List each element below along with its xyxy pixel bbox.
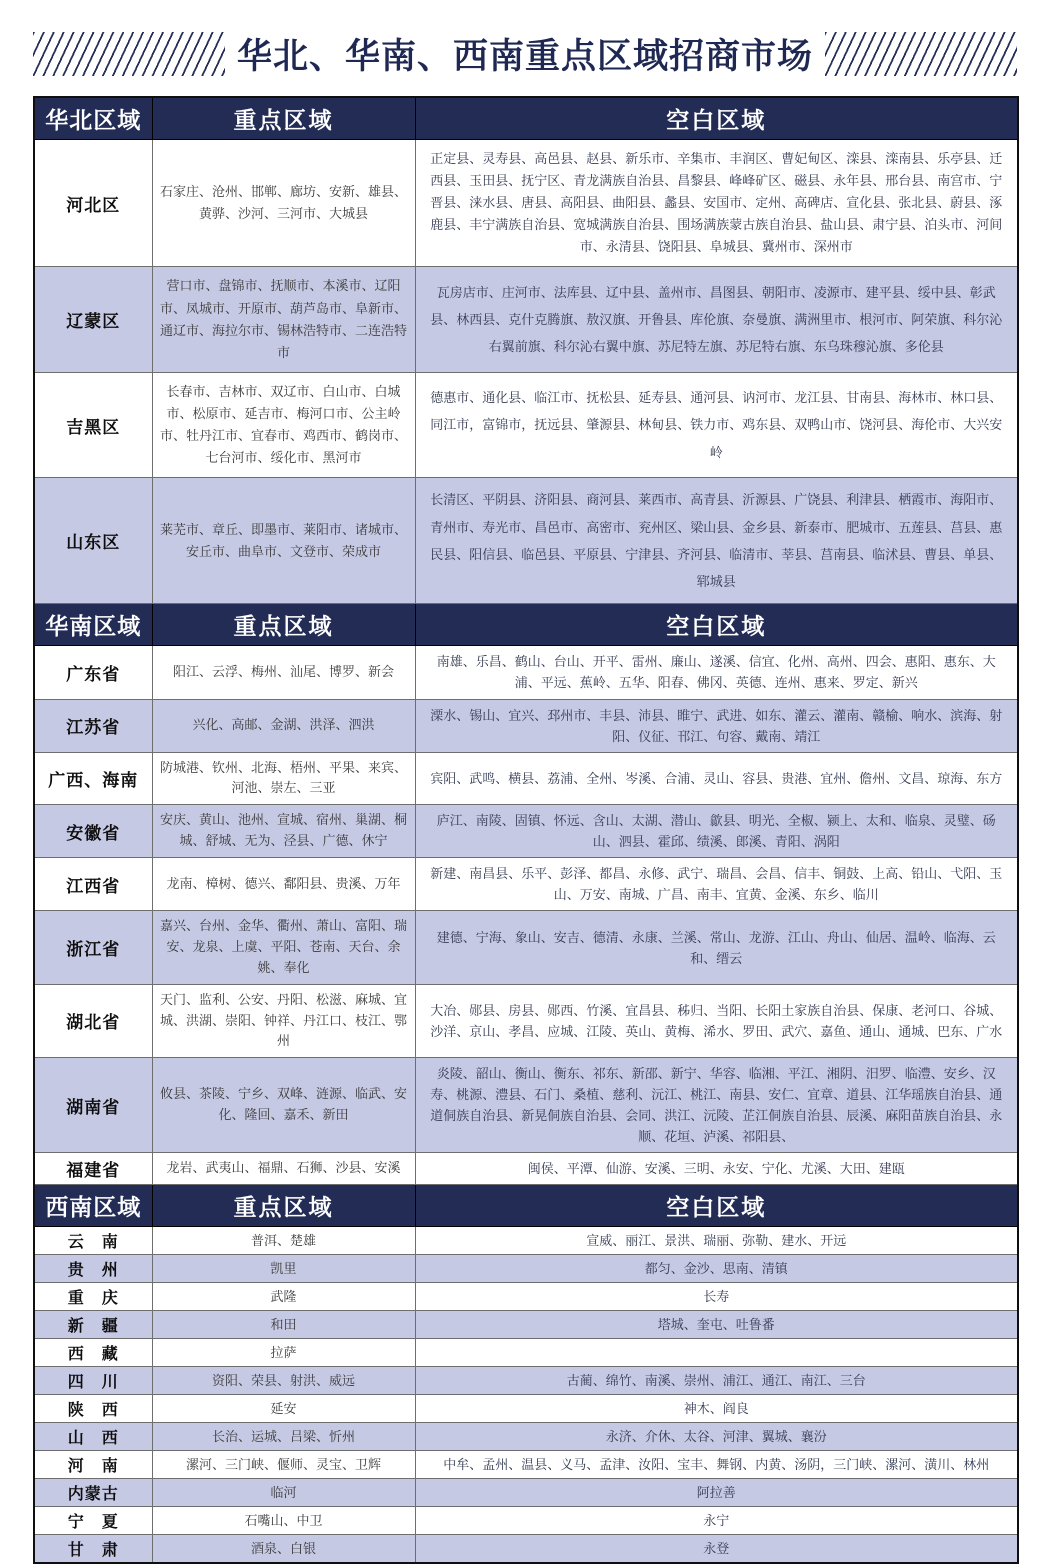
key-regions-cell: 拉萨 [152,1339,415,1367]
key-regions-cell: 漯河、三门峡、偃师、灵宝、卫辉 [152,1451,415,1479]
blank-regions-cell: 阿拉善 [415,1479,1018,1507]
key-regions-cell: 防城港、钦州、北海、梧州、平果、来宾、河池、崇左、三亚 [152,752,415,805]
table-row [34,1451,1018,1479]
key-regions-cell: 龙岩、武夷山、福鼎、石狮、沙县、安溪 [152,1153,415,1185]
blank-regions-cell: 塔城、奎屯、吐鲁番 [415,1311,1018,1339]
hatch-stripes-left-icon [33,32,225,76]
blank-regions-cell: 德惠市、通化县、临江市、抚松县、延寿县、通河县、讷河市、龙江县、甘南县、海林市、林口县、同江市，富锦市，抚远县、肇源县、林甸县、铁力市、鸡东县、双鸭山市、饶河县、海伦市、大兴安岭 [415,372,1018,477]
table-row [34,1479,1018,1507]
region-label-cell: 河 南 [34,1451,152,1479]
table-row [34,1227,1018,1255]
key-regions-cell: 延安 [152,1395,415,1423]
page-title: 华北、华南、西南重点区域招商市场 [237,37,814,76]
table-row [34,858,1018,911]
region-label-cell: 山东区 [34,478,152,604]
table-row [34,805,1018,858]
region-label-cell: 山 西 [34,1423,152,1451]
blank-regions-cell: 正定县、灵寿县、高邑县、赵县、新乐市、辛集市、丰润区、曹妃甸区、滦县、滦南县、乐亭县、迁西县、玉田县、抚宁区、青龙满族自治县、昌黎县、峰峰矿区、磁县、永年县、邢台县、南宫市、宁晋县、涞水县、唐县、高阳县、曲阳县、蠡县、安国市、定州、高碑店、宣化县、张北县、蔚县、涿鹿县、丰宁满族自治县、宽城满族自治县、围场满族蒙古族自治县、盐山县、肃宁县、泊头市、河间市、永清县、饶阳县、阜城县、冀州市、深州市 [415,140,1018,267]
key-regions-cell: 凯里 [152,1255,415,1283]
region-label-cell: 福建省 [34,1153,152,1185]
market-table [33,96,1019,1564]
table-row [34,646,1018,699]
title-bar [33,26,1017,82]
region-label-cell: 广东省 [34,646,152,699]
table-row [34,1367,1018,1395]
blank-regions-cell: 都匀、金沙、思南、清镇 [415,1255,1018,1283]
blank-regions-cell: 长清区、平阴县、济阳县、商河县、莱西市、高青县、沂源县、广饶县、利津县、栖霞市、海阳市、青州市、寿光市、昌邑市、高密市、兖州区、梁山县、金乡县、新泰市、肥城市、五莲县、莒县、惠民县、阳信县、临邑县、平原县、宁津县、齐河县、临清市、莘县、莒南县、临沭县、曹县、单县、郓城县 [415,478,1018,604]
region-label-cell: 新 疆 [34,1311,152,1339]
region-label-cell: 湖南省 [34,1058,152,1153]
table-row [34,372,1018,477]
blank-regions-cell: 宾阳、武鸣、横县、荔浦、全州、岑溪、合浦、灵山、容县、贵港、宜州、儋州、文昌、琼海、东方 [415,752,1018,805]
table-row [34,1395,1018,1423]
table-row [34,1535,1018,1564]
region-label-cell: 湖北省 [34,984,152,1057]
column-header-key: 重点区域 [152,604,415,646]
blank-regions-cell: 闽侯、平潭、仙游、安溪、三明、永安、宁化、尤溪、大田、建瓯 [415,1153,1018,1185]
table-row [34,1339,1018,1367]
table-row [34,267,1018,372]
blank-regions-cell: 大冶、郧县、房县、郧西、竹溪、宜昌县、秭归、当阳、长阳土家族自治县、保康、老河口、谷城、沙洋、京山、孝昌、应城、江陵、英山、黄梅、浠水、罗田、武穴、嘉鱼、通山、通城、巴东、广水 [415,984,1018,1057]
blank-regions-cell: 建德、宁海、象山、安吉、德清、永康、兰溪、常山、龙游、江山、舟山、仙居、温岭、临海、云和、缙云 [415,911,1018,984]
blank-regions-cell: 瓦房店市、庄河市、法库县、辽中县、盖州市、昌图县、朝阳市、凌源市、建平县、绥中县、彰武县、林西县、克什克腾旗、敖汉旗、开鲁县、库伦旗、奈曼旗、满洲里市、根河市、阿荣旗、科尔沁右翼前旗、科尔沁右翼中旗、苏尼特左旗、苏尼特右旗、东乌珠穆沁旗、多伦县 [415,267,1018,372]
key-regions-cell: 普洱、楚雄 [152,1227,415,1255]
table-row [34,984,1018,1057]
table-row [34,140,1018,267]
blank-regions-cell: 永济、介休、太谷、河津、翼城、襄汾 [415,1423,1018,1451]
table-row [34,1283,1018,1311]
region-label-cell: 河北区 [34,140,152,267]
blank-regions-cell: 新建、南昌县、乐平、彭泽、都昌、永修、武宁、瑞昌、会昌、信丰、铜鼓、上高、铅山、弋阳、玉山、万安、南城、广昌、南丰、宜黄、金溪、东乡、临川 [415,858,1018,911]
section-name-label: 西南区域 [34,1185,152,1227]
table-row [34,1255,1018,1283]
blank-regions-cell: 长寿 [415,1283,1018,1311]
region-label-cell: 陕 西 [34,1395,152,1423]
table-row [34,1153,1018,1185]
table-row [34,478,1018,604]
table-row [34,1058,1018,1153]
key-regions-cell: 阳江、云浮、梅州、汕尾、博罗、新会 [152,646,415,699]
key-regions-cell: 安庆、黄山、池州、宣城、宿州、巢湖、桐城、舒城、无为、泾县、广德、休宁 [152,805,415,858]
key-regions-cell: 石嘴山、中卫 [152,1507,415,1535]
section-header [34,1185,1018,1227]
region-label-cell: 贵 州 [34,1255,152,1283]
column-header-blank: 空白区域 [415,604,1018,646]
key-regions-cell: 和田 [152,1311,415,1339]
key-regions-cell: 临河 [152,1479,415,1507]
region-label-cell: 宁 夏 [34,1507,152,1535]
blank-regions-cell: 神木、阎良 [415,1395,1018,1423]
key-regions-cell: 嘉兴、台州、金华、衢州、萧山、富阳、瑞安、龙泉、上虞、平阳、苍南、天台、余姚、奉化 [152,911,415,984]
blank-regions-cell: 永宁 [415,1507,1018,1535]
blank-regions-cell [415,1339,1018,1367]
table-row [34,911,1018,984]
region-label-cell: 辽蒙区 [34,267,152,372]
key-regions-cell: 石家庄、沧州、邯郸、廊坊、安新、雄县、黄骅、沙河、三河市、大城县 [152,140,415,267]
market-table-body [34,97,1018,1563]
region-label-cell: 四 川 [34,1367,152,1395]
key-regions-cell: 长治、运城、吕梁、忻州 [152,1423,415,1451]
region-label-cell: 云 南 [34,1227,152,1255]
key-regions-cell: 长春市、吉林市、双辽市、白山市、白城市、松原市、延吉市、梅河口市、公主岭市、牡丹江市、宜春市、鸡西市、鹤岗市、七台河市、绥化市、黑河市 [152,372,415,477]
key-regions-cell: 天门、监利、公安、丹阳、松滋、麻城、宜城、洪湖、崇阳、钟祥、丹江口、枝江、鄂州 [152,984,415,1057]
section-name-label: 华南区域 [34,604,152,646]
column-header-blank: 空白区域 [415,1185,1018,1227]
region-label-cell: 安徽省 [34,805,152,858]
blank-regions-cell: 永登 [415,1535,1018,1564]
hatch-stripes-right-icon [825,32,1017,76]
key-regions-cell: 攸县、茶陵、宁乡、双峰、涟源、临武、安化、隆回、嘉禾、新田 [152,1058,415,1153]
blank-regions-cell: 溧水、锡山、宜兴、邳州市、丰县、沛县、睢宁、武进、如东、灌云、灌南、赣榆、响水、滨海、射阳、仪征、邗江、句容、戴南、靖江 [415,699,1018,752]
region-label-cell: 内蒙古 [34,1479,152,1507]
region-label-cell: 西 藏 [34,1339,152,1367]
section-name-label: 华北区域 [34,97,152,140]
table-row [34,699,1018,752]
key-regions-cell: 资阳、荣县、射洪、威远 [152,1367,415,1395]
region-label-cell: 重 庆 [34,1283,152,1311]
region-label-cell: 广西、海南 [34,752,152,805]
section-header [34,604,1018,646]
section-header [34,97,1018,140]
blank-regions-cell: 宣威、丽江、景洪、瑞丽、弥勒、建水、开远 [415,1227,1018,1255]
table-row [34,1423,1018,1451]
region-label-cell: 吉黑区 [34,372,152,477]
key-regions-cell: 武隆 [152,1283,415,1311]
region-label-cell: 甘 肃 [34,1535,152,1564]
key-regions-cell: 兴化、高邮、金湖、洪泽、泗洪 [152,699,415,752]
blank-regions-cell: 庐江、南陵、固镇、怀远、含山、太湖、潜山、歙县、明光、全椒、颍上、太和、临泉、灵璧、砀山、泗县、霍邱、绩溪、郎溪、青阳、涡阳 [415,805,1018,858]
column-header-key: 重点区域 [152,97,415,140]
region-label-cell: 江西省 [34,858,152,911]
region-label-cell: 江苏省 [34,699,152,752]
blank-regions-cell: 南雄、乐昌、鹤山、台山、开平、雷州、廉山、遂溪、信宜、化州、高州、四会、惠阳、惠东、大浦、平远、蕉岭、五华、阳春、佛冈、英德、连州、惠来、罗定、新兴 [415,646,1018,699]
key-regions-cell: 酒泉、白银 [152,1535,415,1564]
table-row [34,752,1018,805]
blank-regions-cell: 中牟、孟州、温县、义马、孟津、汝阳、宝丰、舞钢、内黄、汤阴，三门峡、漯河、潢川、林州 [415,1451,1018,1479]
blank-regions-cell: 炎陵、韶山、衡山、衡东、祁东、新邵、新宁、华容、临湘、平江、湘阴、汨罗、临澧、安乡、汉寿、桃源、澧县、石门、桑植、慈利、沅江、桃江、南县、安仁、宜章、道县、江华瑶族自治县、通道侗族自治县、新晃侗族自治县、会同、洪江、沅陵、芷江侗族自治县、辰溪、麻阳苗族自治县、永顺、花垣、泸溪、祁阳县、 [415,1058,1018,1153]
table-row [34,1311,1018,1339]
key-regions-cell: 营口市、盘锦市、抚顺市、本溪市、辽阳市、凤城市、开原市、葫芦岛市、阜新市、通辽市、海拉尔市、锡林浩特市、二连浩特市 [152,267,415,372]
key-regions-cell: 莱芜市、章丘、即墨市、莱阳市、诸城市、安丘市、曲阜市、文登市、荣成市 [152,478,415,604]
key-regions-cell: 龙南、樟树、德兴、鄱阳县、贵溪、万年 [152,858,415,911]
column-header-blank: 空白区域 [415,97,1018,140]
column-header-key: 重点区域 [152,1185,415,1227]
blank-regions-cell: 古蔺、绵竹、南溪、崇州、浦江、通江、南江、三台 [415,1367,1018,1395]
region-label-cell: 浙江省 [34,911,152,984]
table-row [34,1507,1018,1535]
